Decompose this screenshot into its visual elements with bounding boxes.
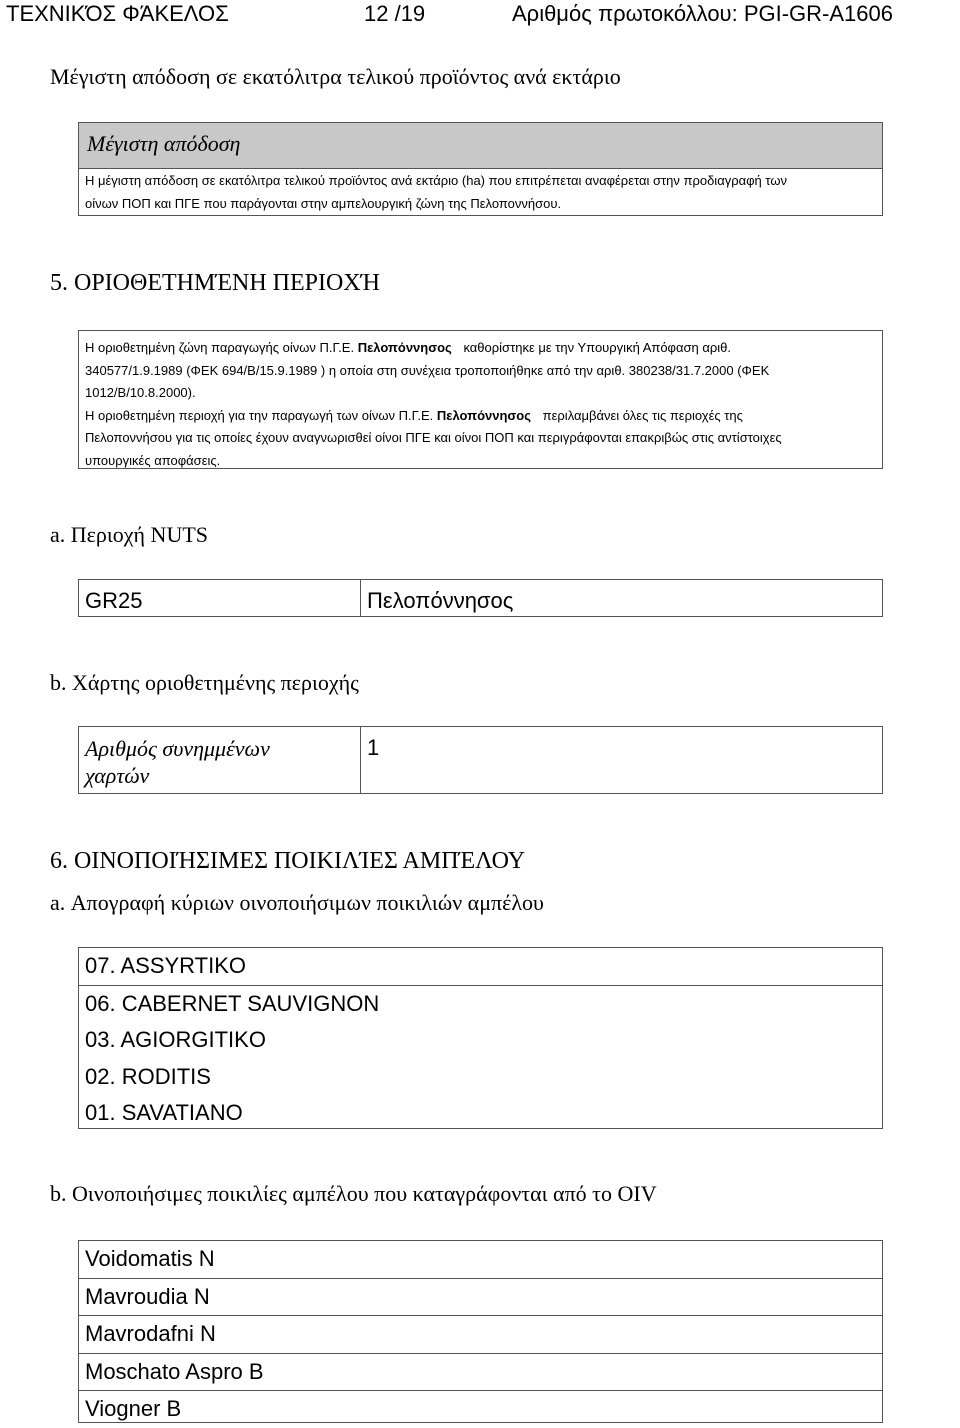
list-item: 01. SAVATIANO [85, 1100, 243, 1125]
p2-line2: Πελοποννήσου για τις οποίες έχουν αναγνωρισθεί οίνοι ΠΓΕ και οίνοι ΠΟΠ και περιγράφονται επακριβώς στις αντίστοιχες [85, 430, 782, 445]
list-item: Moschato Aspro B [79, 1354, 882, 1392]
nuts-code: GR25 [79, 580, 361, 616]
list-item: 07. ASSYRTIKO [79, 948, 882, 986]
p1-line3: 1012/Β/10.8.2000). [85, 385, 196, 400]
main-varieties-heading: a. Απογραφή κύριων οινοποιήσιμων ποικιλιών αμπέλου [50, 890, 544, 915]
yield-box [78, 122, 883, 216]
nuts-table [78, 579, 883, 617]
delimited-area-box [78, 330, 883, 469]
yield-box-title: Μέγιστη απόδοση [79, 123, 882, 169]
map-count-label: Αριθμός συνημμένων χαρτών [79, 727, 361, 793]
list-item: Mavrodafni N [79, 1316, 882, 1354]
list-item: 06. CABERNET SAUVIGNON [85, 990, 380, 1016]
list-item: Viogner B [85, 1396, 182, 1421]
region-name-bold: Πελοπόννησος [357, 340, 452, 355]
oiv-varieties-list [78, 1240, 883, 1423]
map-table [78, 726, 883, 794]
main-varieties-list [78, 947, 883, 1129]
region-name-bold: Πελοπόννησος [436, 407, 532, 423]
p2-line3: υπουργικές αποφάσεις. [85, 452, 221, 468]
yield-text [79, 169, 882, 215]
section6-heading: 6. ΟΙΝΟΠΟΙΉΣΙΜΕΣ ΠΟΙΚΙΛΊΕΣ ΑΜΠΈΛΟΥ [50, 848, 526, 874]
yield-text-line2: οίνων ΠΟΠ και ΠΓΕ που παράγονται στην αμπελουργική ζώνη της Πελοποννήσου. [85, 195, 562, 211]
map-count-value: 1 [367, 735, 380, 760]
list-item: 03. AGIORGITIKO [85, 1027, 266, 1052]
section5-heading: 5. ΟΡΙΟΘΕΤΗΜΈΝΗ ΠΕΡΙΟΧΉ [50, 270, 381, 296]
protocol-number: Αριθμός πρωτοκόλλου: PGI-GR-A1606 [512, 1, 893, 26]
nuts-heading: a. Περιοχή NUTS [50, 522, 209, 547]
map-heading: b. Χάρτης οριοθετημένης περιοχής [50, 670, 359, 695]
list-item: Voidomatis N [79, 1241, 882, 1279]
p1-line1: Η οριοθετημένη ζώνη παραγωγής οίνων Π.Γ.Ε. Πελοπόννησος καθορίστηκε με την Υπουργική Απόφαση αριθ. [85, 340, 732, 355]
p1-line2: 340577/1.9.1989 (ΦΕΚ 694/Β/15.9.1989 ) η οποία στη συνέχεια τροποποιήθηκε από την αριθ. 380238/31.7.2000 (ΦΕΚ [85, 362, 770, 378]
yield-heading: Μέγιστη απόδοση σε εκατόλιτρα τελικού προϊόντος ανά εκτάριο [50, 64, 621, 89]
yield-text-line1: Η μέγιστη απόδοση σε εκατόλιτρα τελικού προϊόντος ανά εκτάριο (ha) που επιτρέπεται αναφέρεται στην προδιαγραφή των [85, 173, 787, 188]
page-number: 12 /19 [364, 1, 426, 26]
list-item: Mavroudia N [79, 1279, 882, 1317]
nuts-name: Πελοπόννησος [367, 588, 514, 613]
oiv-varieties-heading: b. Οινοποιήσιμες ποικιλίες αμπέλου που καταγράφονται από το OIV [50, 1181, 657, 1206]
p2-line1: Η οριοθετημένη περιοχή για την παραγωγή των οίνων Π.Γ.Ε. Πελοπόννησος περιλαμβάνει όλες τις περιοχές της [85, 407, 743, 423]
list-item: 02. RODITIS [85, 1063, 211, 1089]
header-title: ΤΕΧΝΙΚΌΣ ΦΆΚΕΛΟΣ [6, 1, 229, 26]
delimited-area-text [79, 331, 882, 472]
